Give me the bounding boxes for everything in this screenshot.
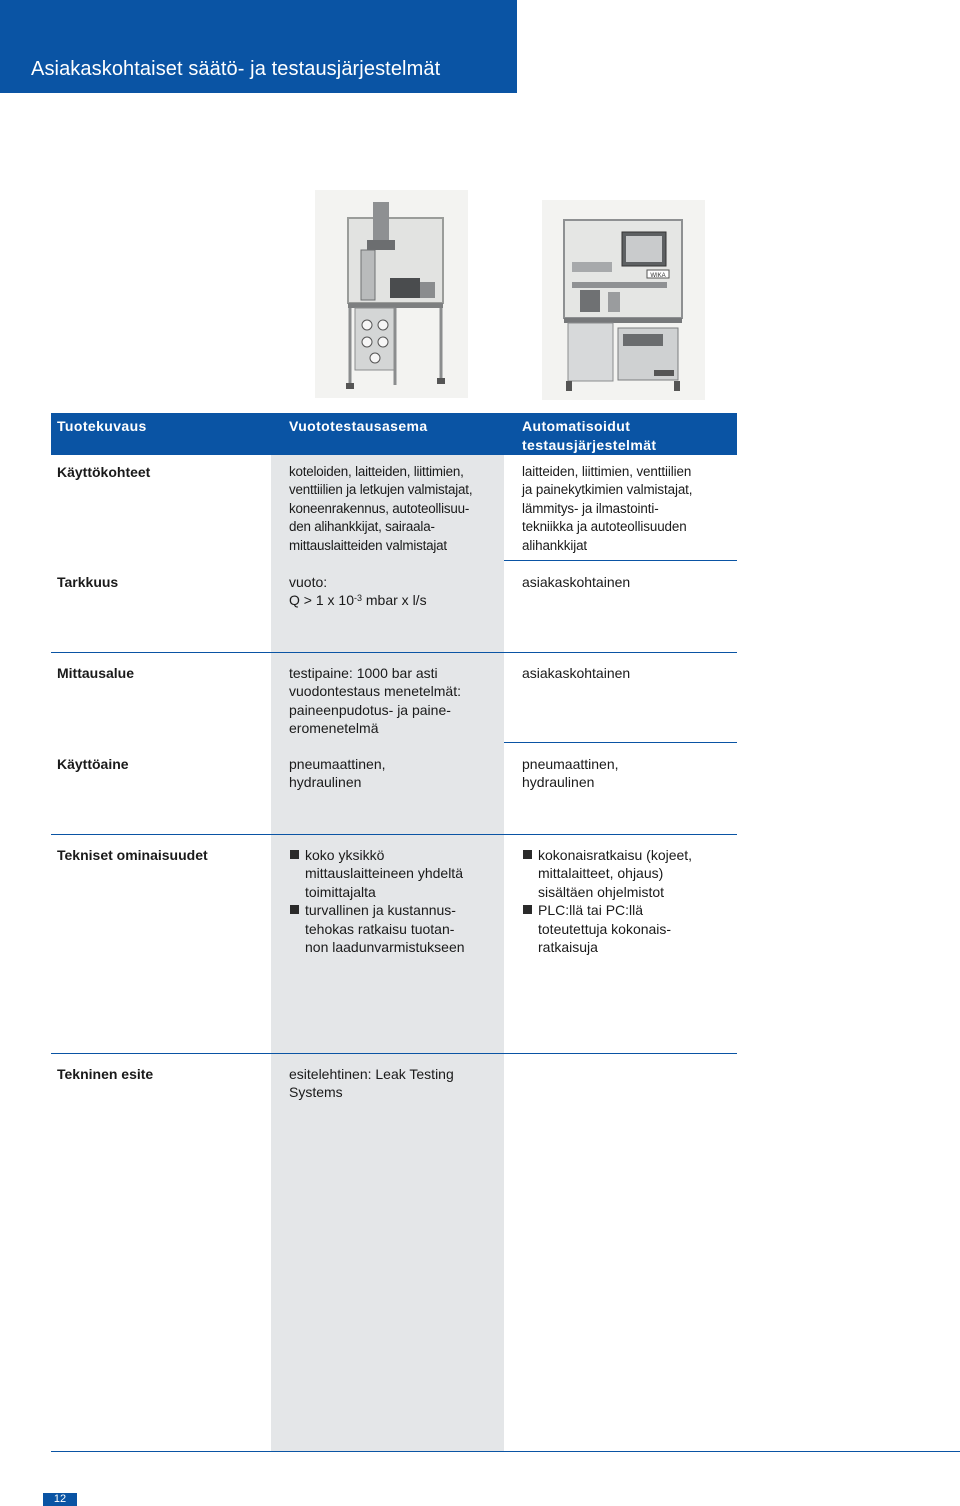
row-divider	[51, 834, 737, 835]
feature-item: koko yksikkö mittauslaitteineen yhdeltä toimittajalta	[289, 846, 499, 901]
cell-kayttoaine-station: pneumaattinen, hydraulinen	[289, 756, 386, 791]
cell-tekniset-station	[289, 846, 499, 956]
leak-value-base: Q > 1 x 10	[289, 592, 354, 609]
cell-kayttoaine-automated: pneumaattinen, hydraulinen	[522, 756, 619, 791]
cell-tarkkuus-station	[289, 573, 499, 610]
row-label-tekniset: Tekniset ominaisuudet	[57, 847, 208, 863]
feature-item: turvallinen ja kustannus- tehokas ratkaisu tuotan- non laadunvarmistukseen	[289, 901, 499, 956]
row-divider	[51, 1053, 737, 1054]
leak-label: vuoto:	[289, 574, 328, 590]
footer-rule	[51, 1451, 960, 1452]
leak-testing-station-photo	[315, 190, 468, 398]
cell-esite-station: esitelehtinen: Leak Testing Systems	[289, 1066, 454, 1101]
feature-list	[522, 846, 737, 956]
leak-value-exponent: -3	[353, 593, 362, 604]
table-header	[51, 413, 737, 455]
page-number: 12	[43, 1493, 77, 1506]
automated-testing-system-photo	[542, 200, 705, 400]
wika-label: WIKA	[650, 273, 666, 279]
row-divider	[504, 742, 737, 743]
cell-kayttokohteet-automated: laitteiden, liittimien, venttiilien ja painekytkimien valmistajat, lämmitys- ja ilmastointi- tekniikka ja autoteollisuuden alihankkijat	[522, 464, 693, 553]
cell-mittausalue-automated: asiakaskohtainen	[522, 665, 631, 681]
leak-value	[289, 591, 499, 609]
header-col-automated: Automatisoidut testausjärjestelmät	[522, 418, 657, 453]
header-band	[0, 0, 517, 93]
row-divider	[51, 652, 737, 653]
row-divider	[504, 560, 737, 561]
cell-tarkkuus-automated: asiakaskohtainen	[522, 574, 631, 590]
header-col-leak-testing: Vuototestausasema	[289, 418, 428, 434]
row-label-mittausalue: Mittausalue	[57, 665, 135, 681]
leak-value-unit: mbar x l/s	[362, 592, 427, 609]
header-col-product: Tuotekuvaus	[57, 418, 147, 434]
row-label-kayttokohteet: Käyttökohteet	[57, 464, 151, 480]
row-label-esite: Tekninen esite	[57, 1066, 154, 1082]
cell-mittausalue-station: testipaine: 1000 bar asti vuodontestaus menetelmät: paineenpudotus- ja paine- eromenetelmä	[289, 665, 461, 737]
page-title: Asiakaskohtaiset säätö- ja testausjärjestelmät	[31, 58, 441, 80]
feature-item: kokonaisratkaisu (kojeet, mittalaitteet, ohjaus) sisältäen ohjelmistot	[522, 846, 737, 901]
feature-item: PLC:llä tai PC:llä toteutettuja kokonais- ratkaisuja	[522, 901, 737, 956]
row-label-tarkkuus: Tarkkuus	[57, 574, 119, 590]
cell-kayttokohteet-station: koteloiden, laitteiden, liittimien, venttiilien ja letkujen valmistajat, koneenrakennus, autoteollisuu- den alihankkijat, sairaala- mittauslaitteiden valmistajat	[289, 464, 473, 553]
row-label-kayttoaine: Käyttöaine	[57, 756, 129, 772]
cell-tekniset-automated	[522, 846, 737, 956]
feature-list	[289, 846, 499, 956]
